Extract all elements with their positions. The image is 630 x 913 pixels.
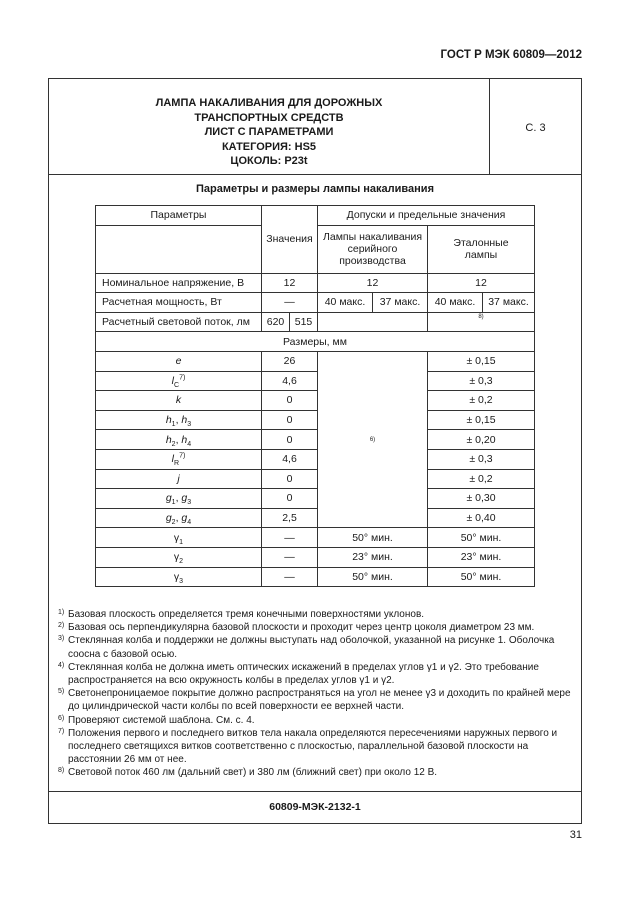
row-reference-low: 37 макс. [483, 293, 535, 313]
dimension-symbol: $g_2$, $g_4$ [96, 508, 262, 528]
table-row [96, 528, 535, 548]
dimension-value: 0 [262, 489, 318, 509]
header-params: Параметры [96, 206, 262, 226]
row-label: Номинальное напряжение, В [96, 273, 262, 293]
dimension-symbol: $h_2$, $h_4$ [96, 430, 262, 450]
row-label: Расчетная мощность, Вт [96, 293, 262, 313]
row-label: Расчетный световой поток, лм [96, 312, 262, 332]
title-line: ЦОКОЛЬ: P23t [230, 155, 308, 167]
angle-value: — [262, 528, 318, 548]
header-reference: Эталонные лампы [428, 225, 535, 273]
dimension-value: 0 [262, 410, 318, 430]
table-row [96, 332, 535, 352]
angle-reference: 50° мин. [428, 528, 535, 548]
table-row [96, 273, 535, 293]
dimension-value: 0 [262, 391, 318, 411]
page-number: 31 [569, 829, 582, 841]
dimension-tolerance: ± 0,15 [428, 351, 535, 371]
dimension-value: 4,6 [262, 371, 318, 391]
table-row [96, 469, 535, 489]
dimension-symbol: $l_C^{7)}$ [96, 371, 262, 391]
title-block [49, 79, 581, 175]
dimension-value: 26 [262, 351, 318, 371]
dimensions-body [96, 351, 535, 527]
row-serial-low: 37 макс. [373, 293, 428, 313]
row-reference-note: 8) [428, 312, 535, 332]
header-serial: Лампы накаливания серийного производства [318, 225, 428, 273]
row-serial: 12 [318, 273, 428, 293]
sheet-code: 60809-МЭК-2132-1 [269, 801, 361, 813]
footnote: 6) Проверяют системой шаблона. См. с. 4. [58, 714, 255, 726]
angles-body [96, 528, 535, 587]
table-row [96, 371, 535, 391]
sheet-page-ref: С. 3 [525, 122, 546, 134]
footnote: 4) Стеклянная колба не должна иметь оптических искажений в пределах углов γ1 и γ2. Это требование распространяется на всю окружность колбы в пределах углов γ1 и γ2. [58, 661, 539, 687]
header-params-empty [96, 225, 262, 273]
dimension-tolerance: ± 0,2 [428, 391, 535, 411]
table-row [96, 489, 535, 509]
dimension-tolerance: ± 0,3 [428, 449, 535, 469]
table-row [96, 312, 535, 332]
footnote: 3) Стеклянная колба и поддержки не должны выступать над оболочкой, указанной на рисунке 1. Оболочка соосна с базовой осью. [58, 635, 555, 660]
footnote: 5) Светонепроницаемое покрытие должно распространяться на угол не менее γ3 и доходить по крайней мере до цилиндрической части колбы по всей поверхности ее верхней части. [58, 688, 571, 713]
row-reference: 12 [428, 273, 535, 293]
row-value-low: 515 [290, 312, 318, 332]
title-line: ЛАМПА НАКАЛИВАНИЯ ДЛЯ ДОРОЖНЫХ [155, 97, 383, 109]
table-row [96, 351, 535, 371]
sheet-frame [48, 78, 582, 824]
footnote: 8) Световой поток 460 лм (дальний свет) и 380 лм (ближний свет) при около 12 В. [58, 767, 438, 779]
table-row [96, 567, 535, 587]
dimensions-header: Размеры, мм [96, 332, 535, 352]
footnote: 1) Базовая плоскость определяется тремя конечными поверхностями уклонов. [58, 609, 425, 620]
angle-reference: 50° мин. [428, 567, 535, 587]
footnote: 2) Базовая ось перпендикулярна базовой плоскости и проходит через центр цоколя диаметром 23 мм. [58, 622, 535, 634]
row-value: — [262, 293, 318, 313]
header-tolerances: Допуски и предельные значения [318, 206, 535, 226]
footer-divider [49, 791, 581, 792]
dimension-symbol: j [96, 469, 262, 489]
dimension-symbol: $g_1$, $g_3$ [96, 489, 262, 509]
footnotes [58, 608, 574, 780]
table-row [96, 449, 535, 469]
title-line: ТРАНСПОРТНЫХ СРЕДСТВ [194, 111, 344, 124]
dimension-value: 2,5 [262, 508, 318, 528]
dimension-tolerance: ± 0,15 [428, 410, 535, 430]
parameters-table [95, 205, 535, 587]
table-row [96, 410, 535, 430]
dimension-symbol: $h_1$, $h_3$ [96, 410, 262, 430]
standard-code: ГОСТ Р МЭК 60809—2012 [440, 49, 582, 61]
dimension-tolerance: ± 0,40 [428, 508, 535, 528]
angle-reference: 23° мин. [428, 547, 535, 567]
header-values: Значения [262, 206, 318, 274]
title-line: КАТЕГОРИЯ: HS5 [221, 140, 317, 153]
row-serial-high: 40 макс. [318, 293, 373, 313]
dimension-value: 0 [262, 430, 318, 450]
dimension-value: 0 [262, 469, 318, 489]
dimension-tolerance: ± 0,2 [428, 469, 535, 489]
row-serial-empty [318, 312, 428, 332]
table-row [96, 547, 535, 567]
angle-serial: 23° мин. [318, 547, 428, 567]
dimension-symbol: $l_R^{7)}$ [96, 449, 262, 469]
dimension-tolerance: ± 0,20 [428, 430, 535, 450]
table-row [96, 430, 535, 450]
table-row [96, 508, 535, 528]
angle-serial: 50° мин. [318, 567, 428, 587]
angle-value: — [262, 547, 318, 567]
row-reference-high: 40 макс. [428, 293, 483, 313]
dimension-tolerance: ± 0,30 [428, 489, 535, 509]
table-row [96, 391, 535, 411]
angle-serial: 50° мин. [318, 528, 428, 548]
sheet-title [49, 96, 489, 169]
row-value-high: 620 [262, 312, 290, 332]
footnote: 7) Положения первого и последнего витков тела накала определяются пересечениями наружных первого и последнего светящихся витков соответственно с плоскостью, параллельной базовой плоскости на расстоянии 26 мм от нее. [58, 727, 558, 766]
serial-note: 6) [318, 351, 428, 527]
angle-symbol: $\gamma_2$ [96, 547, 262, 567]
row-value: 12 [262, 273, 318, 293]
table-row [96, 206, 535, 226]
table-row [96, 293, 535, 313]
dimension-symbol: e [96, 351, 262, 371]
angle-symbol: $\gamma_1$ [96, 528, 262, 548]
angle-value: — [262, 567, 318, 587]
table-caption: Параметры и размеры лампы накаливания [196, 183, 434, 195]
dimension-symbol: k [96, 391, 262, 411]
dimension-tolerance: ± 0,3 [428, 371, 535, 391]
dimension-value: 4,6 [262, 449, 318, 469]
title-line: ЛИСТ С ПАРАМЕТРАМИ [204, 126, 334, 138]
angle-symbol: $\gamma_3$ [96, 567, 262, 587]
